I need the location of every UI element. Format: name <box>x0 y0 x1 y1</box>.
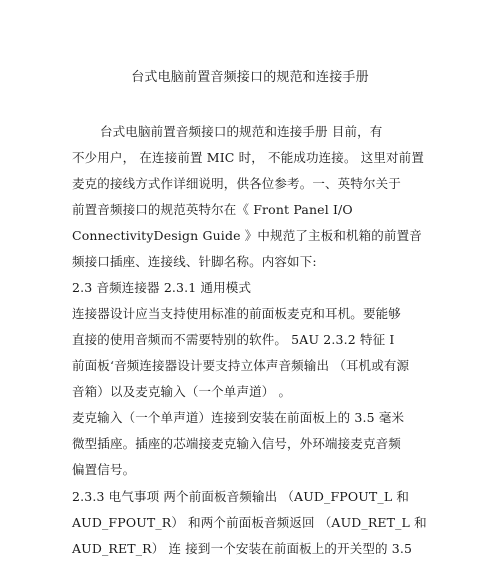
paragraph-line: 偏置信号。 <box>72 462 136 477</box>
paragraph-line: 音箱）以及麦克输入（一个单声道） 。 <box>72 384 292 399</box>
paragraph-line: 直接的使用音频而不需要特别的软件。 5AU 2.3.2 特征 I <box>72 332 395 347</box>
paragraph-line: 麦克的接线方式作详细说明，供各位参考。一、英特尔关于 <box>72 176 401 191</box>
paragraph-line: AUD_RET_R） 连 接到一个安装在前面板上的开关型的 3.5 <box>72 541 413 556</box>
paragraph-line: 台式电脑前置音频接口的规范和连接手册 目前，有 <box>100 124 383 139</box>
document-title: 台式电脑前置音频接口的规范和连接手册 <box>131 70 369 85</box>
paragraph-line: 连接器设计应当支持使用标准的前面板麦克和耳机。要能够 <box>72 306 401 321</box>
paragraph-line: 微型插座。插座的芯端接麦克输入信号，外环端接麦克音频 <box>72 436 401 451</box>
section-heading: 2.3 音频连接器 2.3.1 通用模式 <box>72 280 252 295</box>
paragraph-line: 麦克输入（一个单声道）连接到安装在前面板上的 3.5 毫米 <box>72 410 405 425</box>
paragraph-line: 前置音频接口的规范英特尔在《 Front Panel I/O <box>72 202 353 217</box>
paragraph-line: 前面板‘音频连接器设计要支持立体声音频输出 （耳机或有源 <box>72 358 410 373</box>
paragraph-line: 不少用户， 在连接前置 MIC 时， 不能成功连接。 这里对前置 <box>72 150 424 165</box>
paragraph-line: AUD_FPOUT_R） 和两个前面板音频返回 （AUD_RET_L 和 <box>72 515 427 530</box>
paragraph-line: 2.3.3 电气事项 两个前面板音频输出 （AUD_FPOUT_L 和 <box>72 489 410 504</box>
paragraph-line: ConnectivityDesign Guide 》中规范了主板和机箱的前置音 <box>72 228 422 243</box>
paragraph-line: 频接口插座、连接线、针脚名称。内容如下: <box>72 254 317 269</box>
